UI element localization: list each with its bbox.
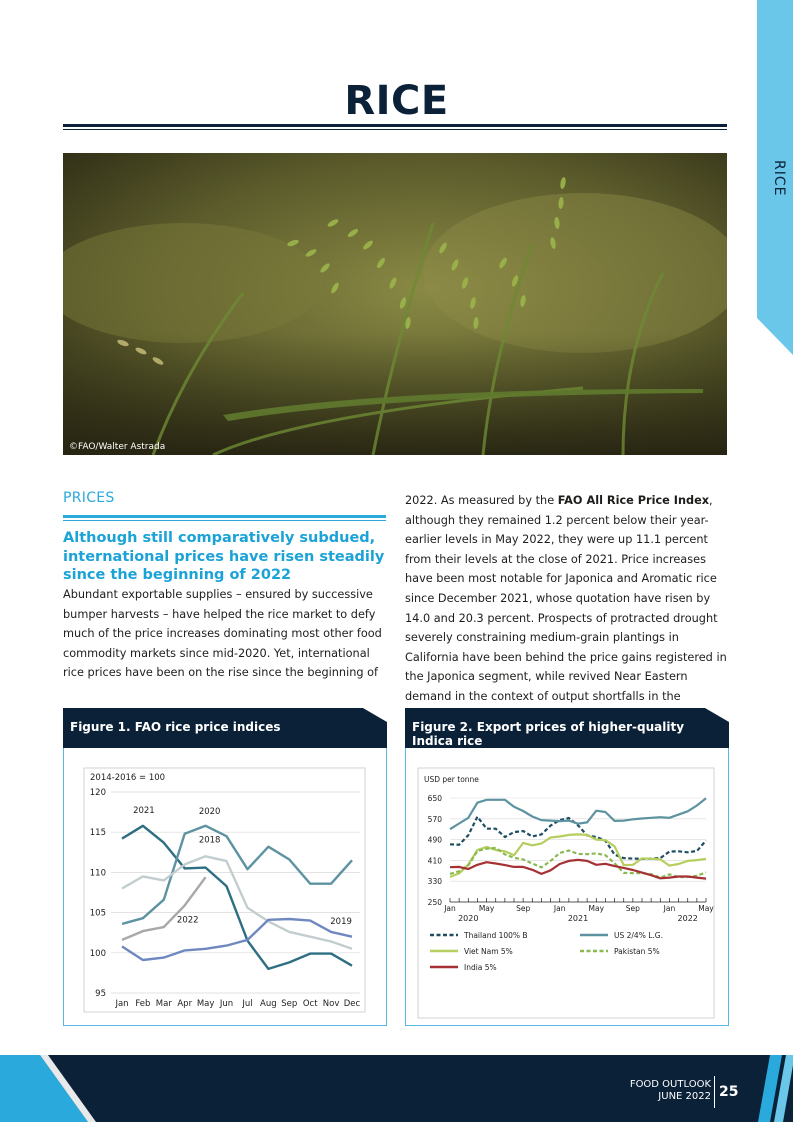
fig2-y-tick-label: 490 bbox=[427, 835, 442, 845]
fig2-legend-label: Thailand 100% B bbox=[464, 931, 528, 940]
fig1-y-tick-label: 100 bbox=[89, 948, 106, 959]
page-footer bbox=[0, 1055, 793, 1122]
fig2-year-label: 2020 bbox=[458, 914, 479, 923]
fig2-y-tick-label: 330 bbox=[427, 877, 442, 887]
body-text-left: Abundant exportable supplies – ensured by successive bumper harvests – have helped the rice market to defy much of the price increases dominating most other food commodity markets since mid-2020. Yet, international rice prices have been on the rise since the beginning of bbox=[63, 588, 382, 680]
figure-2-chart bbox=[406, 748, 728, 1025]
fig2-y-tick-label: 650 bbox=[427, 794, 442, 803]
fig2-x-tick-label: Jan bbox=[663, 904, 676, 913]
section-rule-thick bbox=[63, 515, 386, 518]
figure-1-panel bbox=[63, 708, 387, 1026]
fig1-x-tick-label: Dec bbox=[343, 999, 361, 1009]
footer-publication bbox=[630, 1079, 711, 1103]
fig1-series-line-2022 bbox=[122, 877, 206, 940]
fig1-series-label-2018: 2018 bbox=[198, 835, 221, 846]
fig1-series-line-2021 bbox=[122, 826, 352, 969]
side-chapter-tab bbox=[757, 0, 793, 355]
fig2-series-line bbox=[450, 860, 706, 879]
fig2-x-tick-label: Sep bbox=[516, 904, 531, 913]
figure-2-header bbox=[405, 708, 729, 748]
section-subheading: Although still comparatively subdued, international prices have risen steadily since the beginning of 2022 bbox=[63, 530, 385, 583]
figure-2-title: Figure 2. Export prices of higher-quality Indica rice bbox=[412, 720, 685, 748]
fig2-legend-label: US 2/4% L.G. bbox=[614, 931, 663, 940]
photo-credit: ©FAO/Walter Astrada bbox=[69, 442, 166, 452]
fig2-y-tick-label: 570 bbox=[427, 814, 442, 824]
footer-divider bbox=[714, 1076, 715, 1108]
page-title: RICE bbox=[344, 78, 449, 124]
fao-index-name: FAO All Rice Price Index bbox=[557, 494, 710, 507]
fig1-series-label-2019: 2019 bbox=[330, 916, 352, 927]
fig1-y-tick-label: 115 bbox=[89, 828, 106, 839]
fig1-series-line-2020 bbox=[122, 826, 352, 924]
figure-1-header bbox=[63, 708, 387, 748]
fig1-series-label-2020: 2020 bbox=[198, 806, 221, 817]
fig2-legend-label: India 5% bbox=[464, 963, 497, 972]
fig1-plot-frame bbox=[84, 768, 365, 1012]
fig2-x-tick-label: May bbox=[588, 904, 605, 913]
fig2-legend-label: Viet Nam 5% bbox=[464, 947, 513, 956]
body-text-right-part2: , although they remained 1.2 percent below their year-earlier levels in May 2022, they were up 11.1 percent from their levels at the close of 2021. Price increases have been most notable for Japonica and Aromatic rice since December 2021, whose quotation have risen by 14.0 and 20.3 percent. Prospects of protracted drought severely constraining medium-grain plantings in California have been behind the price gains registered in the Japonica segment, while revived Near Eastern demand in the context of output shortfalls in the bbox=[405, 494, 727, 703]
page-number: 25 bbox=[719, 1084, 739, 1100]
footer-publication-date: JUNE 2022 bbox=[658, 1091, 711, 1102]
fig2-year-label: 2021 bbox=[567, 914, 589, 923]
fig1-series-label-2021: 2021 bbox=[133, 805, 155, 816]
fig1-x-tick-label: Jun bbox=[219, 999, 234, 1009]
fig1-y-tick-label: 110 bbox=[89, 868, 106, 879]
fig2-series-line bbox=[450, 798, 706, 829]
rice-photo bbox=[63, 153, 727, 455]
fig1-series-line-2018 bbox=[122, 856, 352, 949]
fig1-x-tick-label: May bbox=[196, 999, 215, 1009]
section-rule-thin bbox=[63, 520, 386, 521]
fig2-x-tick-label: Jan bbox=[553, 904, 566, 913]
body-text-right bbox=[405, 491, 728, 726]
fig1-y-tick-label: 95 bbox=[95, 989, 106, 999]
figure-1-title: Figure 1. FAO rice price indices bbox=[70, 720, 281, 734]
fig1-x-tick-label: Mar bbox=[155, 999, 172, 1009]
figure-1-chart bbox=[64, 748, 386, 1025]
fig1-x-tick-label: Jul bbox=[242, 999, 253, 1009]
body-text-right-part1: 2022. As measured by the bbox=[405, 494, 558, 507]
section-heading: PRICES bbox=[63, 490, 115, 506]
fig2-y-tick-label: 250 bbox=[427, 898, 442, 907]
fig1-series-label-2022: 2022 bbox=[176, 915, 199, 926]
fig2-y-tick-label: 410 bbox=[427, 856, 442, 866]
fig2-x-tick-label: Jan bbox=[444, 904, 456, 913]
fig1-x-tick-label: Feb bbox=[135, 999, 151, 1009]
fig1-x-tick-label: Nov bbox=[322, 999, 340, 1009]
figure-2-panel bbox=[405, 708, 729, 1026]
fig2-y-axis-label: USD per tonne bbox=[424, 775, 479, 784]
fig1-x-tick-label: Jan bbox=[115, 999, 129, 1009]
side-tab-label: RICE bbox=[771, 160, 787, 197]
rice-plant-image bbox=[63, 153, 727, 455]
fig1-x-tick-label: Sep bbox=[281, 999, 298, 1009]
fig1-y-axis-label: 2014-2016 = 100 bbox=[90, 773, 166, 783]
fig1-y-tick-label: 120 bbox=[89, 788, 106, 798]
fig2-legend-label: Pakistan 5% bbox=[614, 947, 660, 956]
fig1-x-tick-label: Oct bbox=[302, 999, 318, 1009]
fig2-x-tick-label: Sep bbox=[625, 904, 640, 913]
fig2-year-label: 2022 bbox=[677, 914, 698, 923]
title-rule-thin bbox=[63, 129, 727, 130]
title-rule-thick bbox=[63, 124, 727, 127]
fig1-x-tick-label: Aug bbox=[260, 999, 277, 1009]
fig2-x-tick-label: May bbox=[478, 904, 495, 913]
fig2-series-line bbox=[450, 834, 706, 877]
fig1-y-tick-label: 105 bbox=[89, 908, 106, 919]
fig2-plot-frame bbox=[418, 768, 714, 1018]
fig1-x-tick-label: Apr bbox=[177, 999, 193, 1009]
footer-publication-title: FOOD OUTLOOK bbox=[629, 1079, 711, 1090]
fig2-x-tick-label: May bbox=[698, 904, 714, 913]
